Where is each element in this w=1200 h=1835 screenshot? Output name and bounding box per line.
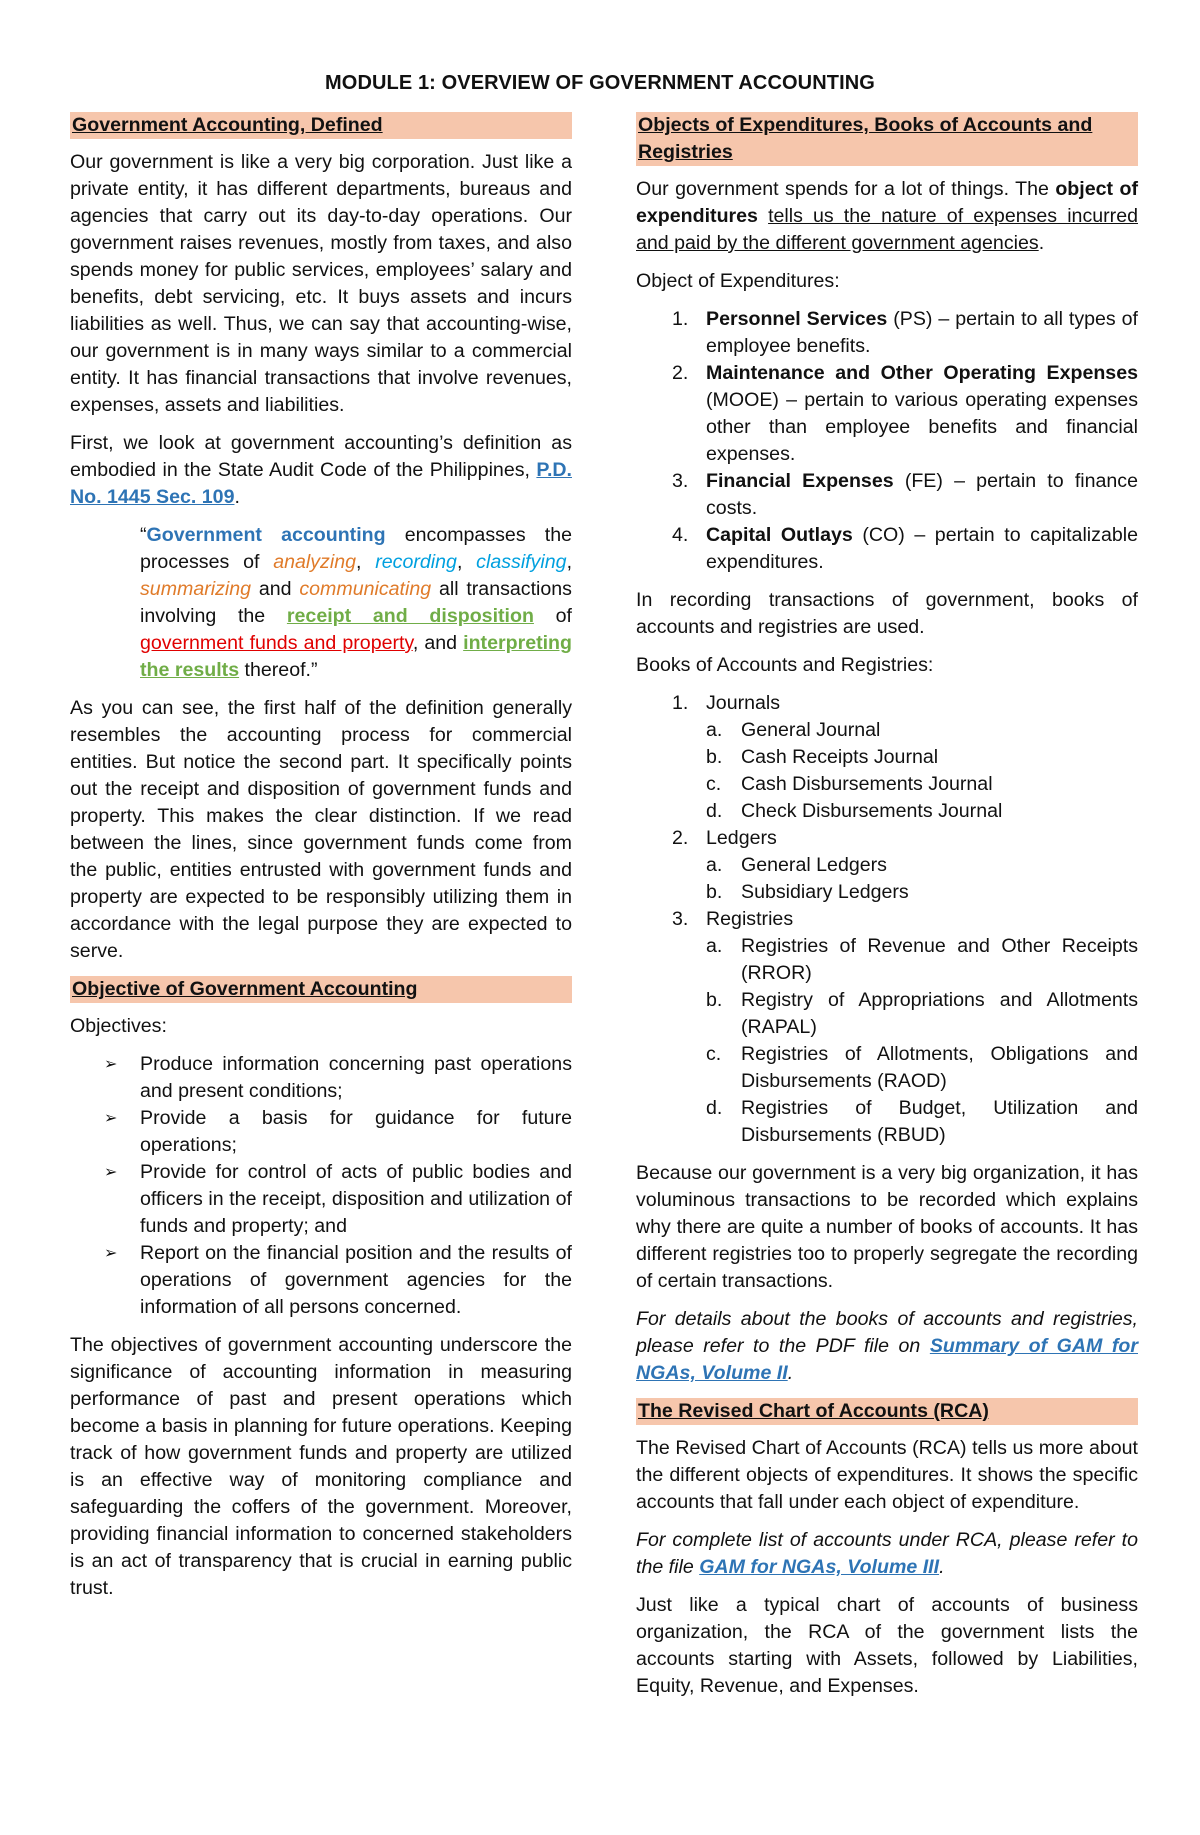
list-item bbox=[636, 468, 1138, 522]
text: For details about the books of accounts and registries, please refer to the PDF file on bbox=[636, 1308, 1138, 1357]
objective-text: Provide a basis for guidance for future operations; bbox=[140, 1107, 572, 1156]
list-item bbox=[706, 852, 1138, 879]
list-letter: c. bbox=[706, 1043, 722, 1065]
list-number: 1. bbox=[672, 308, 689, 330]
period: . bbox=[1038, 232, 1045, 254]
list-item bbox=[706, 933, 1138, 987]
pd-1445-link[interactable]: P.D. No. 1445 Sec. 109 bbox=[70, 459, 572, 508]
gam-volume-iii-link[interactable]: GAM for NGAs, Volume III bbox=[699, 1556, 940, 1578]
expenditure-name: Personnel Services bbox=[706, 308, 888, 330]
list-item bbox=[706, 879, 1138, 906]
quote-text: all transactions involving the bbox=[140, 578, 572, 627]
definition-quote bbox=[140, 522, 572, 684]
list-letter: a. bbox=[706, 854, 723, 876]
list-number: 3. bbox=[672, 908, 689, 930]
expenditures-list bbox=[636, 306, 1138, 576]
arrow-bullet-icon: ➢ bbox=[104, 1110, 118, 1127]
expenditures-list-intro: Object of Expenditures: bbox=[636, 270, 840, 292]
list-item bbox=[706, 771, 1138, 798]
list-item bbox=[70, 1051, 572, 1105]
quote-comma: , bbox=[566, 551, 573, 573]
definition-source-text: First, we look at government accounting’s definition as embodied in the State Audit Code of the Philippines, bbox=[70, 432, 572, 481]
list-letter: b. bbox=[706, 881, 723, 903]
period: . bbox=[939, 1556, 945, 1578]
text: Our government spends for a lot of things. The bbox=[636, 178, 1056, 200]
list-item bbox=[706, 987, 1138, 1041]
section-heading-objects-of-expenditures: Objects of Expenditures, Books of Accounts and Registries bbox=[636, 112, 1138, 166]
book-category: Registries bbox=[706, 908, 794, 930]
book-name: Subsidiary Ledgers bbox=[741, 881, 909, 903]
list-item bbox=[636, 690, 1138, 825]
quote-summarizing: summarizing bbox=[140, 578, 252, 600]
gam-volume-ii-link[interactable]: Summary of GAM for NGAs, Volume II bbox=[636, 1335, 1138, 1384]
list-item bbox=[706, 717, 1138, 744]
list-letter: c. bbox=[706, 773, 722, 795]
paragraph-intro: Our government is like a very big corporation. Just like a private entity, it has different departments, bureaus and agencies that carry out its day-to-day operations. Our government raises revenues, mostly from taxes, and also spends money for public services, employees’ salary and benefits, debt servicing, etc. It buys assets and incurs liabilities as well. Thus, we can say that accounting-wise, our government is in many ways similar to a commercial entity. It has financial transactions that involve revenues, expenses, assets and liabilities. bbox=[70, 151, 572, 416]
list-letter: b. bbox=[706, 989, 723, 1011]
page-title: MODULE 1: OVERVIEW OF GOVERNMENT ACCOUNTING bbox=[325, 72, 875, 94]
expenditure-description: (MOOE) – pertain to various operating expenses other than employee benefits and financial expenses. bbox=[706, 389, 1138, 465]
quote-term: Government accounting bbox=[146, 524, 386, 546]
list-item bbox=[636, 906, 1138, 1149]
list-letter: a. bbox=[706, 935, 723, 957]
quote-and: and bbox=[251, 578, 300, 600]
expenditure-description: (CO) – pertain to capitalizable expenditures. bbox=[706, 524, 1139, 573]
book-name: Registries of Revenue and Other Receipts (RROR) bbox=[741, 935, 1138, 984]
book-name: Registry of Appropriations and Allotments (RAPAL) bbox=[741, 989, 1138, 1038]
text bbox=[758, 205, 768, 227]
paragraph-definition-source bbox=[70, 430, 572, 511]
section-heading-rca: The Revised Chart of Accounts (RCA) bbox=[636, 1398, 1138, 1425]
text: For complete list of accounts under RCA, please refer to the file bbox=[636, 1529, 1138, 1578]
quote-of: of bbox=[533, 605, 572, 627]
list-letter: a. bbox=[706, 719, 723, 741]
list-item bbox=[706, 1041, 1138, 1095]
quote-comma: , bbox=[356, 551, 376, 573]
quote-classifying: classifying bbox=[476, 551, 567, 573]
list-item bbox=[70, 1240, 572, 1321]
objective-text: Report on the financial position and the results of operations of government agencies for the information of all persons concerned. bbox=[140, 1242, 572, 1318]
expenditures-definition: tells us the nature of expenses incurred and paid by the different government agencies bbox=[636, 205, 1138, 254]
list-item bbox=[706, 798, 1138, 825]
paragraph-analysis: As you can see, the first half of the definition generally resembles the accounting process for commercial entities. But notice the second part. It specifically points out the receipt and disposition of government funds and property. This makes the clear distinction. If we read between the lines, since government funds come from the public, entities entrusted with government funds and property are expected to be responsibly utilizing them in accordance with the legal purpose they are expected to serve. bbox=[70, 697, 572, 962]
book-category: Journals bbox=[706, 692, 781, 714]
list-letter: d. bbox=[706, 800, 723, 822]
quote-text: thereof.” bbox=[239, 659, 318, 681]
quote-comma: , bbox=[456, 551, 477, 573]
books-list bbox=[636, 690, 1138, 1149]
list-item bbox=[636, 825, 1138, 906]
list-item bbox=[636, 360, 1138, 468]
right-column bbox=[636, 112, 1138, 1711]
section-heading-government-accounting-defined: Government Accounting, Defined bbox=[70, 112, 572, 139]
list-item bbox=[636, 522, 1138, 576]
list-number: 2. bbox=[672, 827, 689, 849]
sub-list bbox=[706, 852, 1138, 906]
sub-list bbox=[706, 933, 1138, 1149]
arrow-bullet-icon: ➢ bbox=[104, 1164, 118, 1181]
list-number: 3. bbox=[672, 470, 689, 492]
period: . bbox=[787, 1362, 794, 1384]
paragraph-objectives-significance: The objectives of government accounting underscore the significance of accounting information in measuring performance of past and present operations which become a basis in planning for future operations. Keeping track of how government funds and property are utilized is an effective way of monitoring compliance and safeguarding the coffers of the government. Moreover, providing financial information to concerned stakeholders is an act of transparency that is crucial in earning public trust. bbox=[70, 1334, 572, 1599]
book-name: Cash Disbursements Journal bbox=[741, 773, 993, 795]
quote-receipt-disposition: receipt and disposition bbox=[286, 605, 534, 627]
book-name: Registries of Allotments, Obligations and Disbursements (RAOD) bbox=[741, 1043, 1138, 1092]
list-item bbox=[636, 306, 1138, 360]
sub-list bbox=[706, 717, 1138, 825]
list-letter: d. bbox=[706, 1097, 723, 1119]
expenditure-description: (PS) – pertain to all types of employee benefits. bbox=[706, 308, 1139, 357]
expenditure-description: (FE) – pertain to finance costs. bbox=[706, 470, 1138, 519]
list-item bbox=[706, 1095, 1138, 1149]
paragraph-voluminous-transactions: Because our government is a very big organization, it has voluminous transactions to be recorded which explains why there are quite a number of books of accounts. It has different registries too to properly segregate the recording of certain transactions. bbox=[636, 1162, 1138, 1292]
objective-text: Produce information concerning past operations and present conditions; bbox=[140, 1053, 572, 1102]
objectives-intro: Objectives: bbox=[70, 1015, 167, 1037]
paragraph-books-intro: In recording transactions of government, books of accounts and registries are used. bbox=[636, 589, 1138, 638]
objectives-list bbox=[70, 1051, 572, 1321]
list-number: 1. bbox=[672, 692, 689, 714]
quote-and: , and bbox=[412, 632, 464, 654]
list-letter: b. bbox=[706, 746, 723, 768]
objective-text: Provide for control of acts of public bodies and officers in the receipt, disposition and utilization of funds and property; and bbox=[140, 1161, 572, 1237]
expenditure-name: Financial Expenses bbox=[706, 470, 894, 492]
quote-recording: recording bbox=[375, 551, 457, 573]
arrow-bullet-icon: ➢ bbox=[104, 1056, 118, 1073]
paragraph-expenditures-intro bbox=[636, 176, 1138, 257]
list-number: 4. bbox=[672, 524, 689, 546]
quote-open: “ bbox=[140, 524, 147, 546]
book-name: Registries of Budget, Utilization and Disbursements (RBUD) bbox=[741, 1097, 1138, 1146]
object-of-expenditures-term: object of expenditures bbox=[636, 178, 1138, 227]
list-item bbox=[706, 744, 1138, 771]
quote-interpreting: interpreting the results bbox=[140, 632, 572, 681]
quote-communicating: communicating bbox=[299, 578, 432, 600]
book-name: Cash Receipts Journal bbox=[741, 746, 939, 768]
book-name: General Journal bbox=[741, 719, 881, 741]
paragraph-rca-structure: Just like a typical chart of accounts of business organization, the RCA of the government lists the accounts starting with Assets, followed by Liabilities, Equity, Revenue, and Expenses. bbox=[636, 1594, 1138, 1697]
list-item bbox=[70, 1105, 572, 1159]
paragraph-details-reference bbox=[636, 1306, 1138, 1387]
left-column bbox=[70, 112, 572, 1613]
section-heading-objective: Objective of Government Accounting bbox=[70, 976, 572, 1003]
paragraph-rca-intro: The Revised Chart of Accounts (RCA) tells us more about the different objects of expenditures. It shows the specific accounts that fall under each object of expenditure. bbox=[636, 1437, 1138, 1513]
quote-funds-property: government funds and property bbox=[140, 632, 413, 654]
expenditure-name: Maintenance and Other Operating Expenses bbox=[706, 362, 1138, 384]
list-number: 2. bbox=[672, 362, 689, 384]
book-name: Check Disbursements Journal bbox=[741, 800, 1003, 822]
quote-analyzing: analyzing bbox=[273, 551, 357, 573]
paragraph-rca-reference bbox=[636, 1527, 1138, 1581]
arrow-bullet-icon: ➢ bbox=[104, 1245, 118, 1262]
expenditure-name: Capital Outlays bbox=[706, 524, 853, 546]
list-item bbox=[70, 1159, 572, 1240]
book-name: General Ledgers bbox=[741, 854, 887, 876]
books-list-intro: Books of Accounts and Registries: bbox=[636, 654, 934, 676]
book-category: Ledgers bbox=[706, 827, 777, 849]
quote-text: encompasses the processes of bbox=[140, 524, 572, 573]
period: . bbox=[234, 486, 240, 508]
